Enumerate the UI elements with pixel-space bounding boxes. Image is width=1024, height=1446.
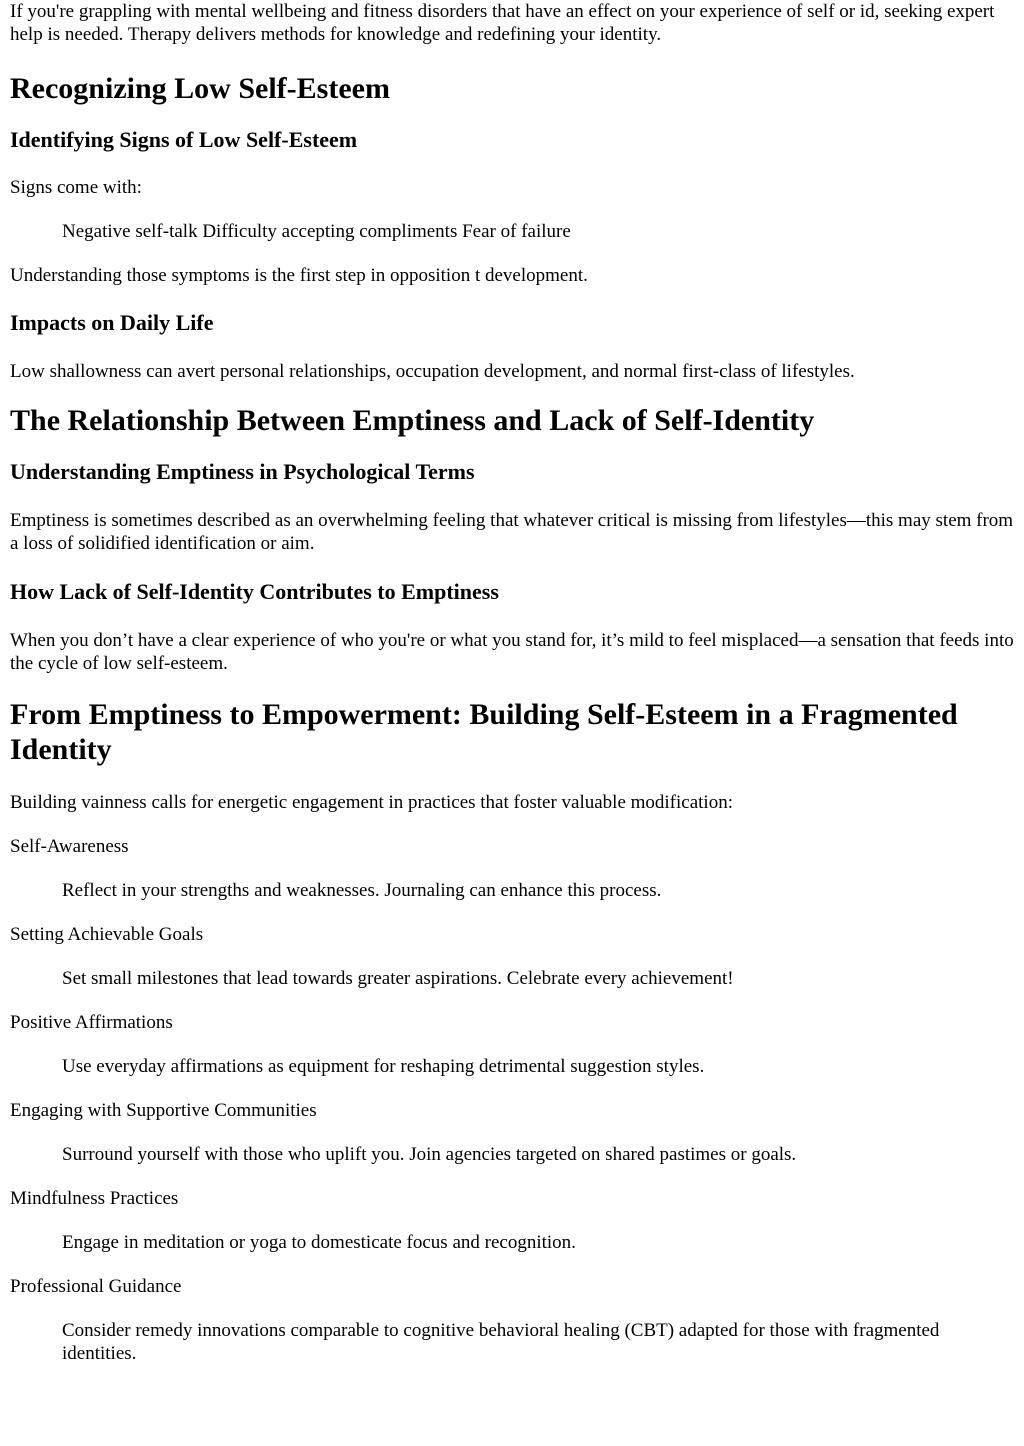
practice-description: Use everyday affirmations as equipment for reshaping detrimental suggestion styles.	[62, 1056, 705, 1077]
lack-identity-paragraph: When you don’t have a clear experience of who you're or what you stand for, it’s mild to feel misplaced—a sensation that feeds into the cycle of low self-esteem.	[10, 630, 1014, 674]
practice-term: Engaging with Supportive Communities	[10, 1100, 317, 1121]
practice-description: Surround yourself with those who uplift you. Join agencies targeted on shared pastimes or goals.	[62, 1144, 797, 1165]
section-heading-emptiness-relationship: The Relationship Between Emptiness and Lack of Self-Identity	[10, 404, 815, 437]
practice-description: Reflect in your strengths and weaknesses. Journaling can enhance this process.	[62, 880, 662, 901]
practice-term: Professional Guidance	[10, 1276, 182, 1297]
section-heading-recognizing-low-self-esteem: Recognizing Low Self-Esteem	[10, 72, 390, 105]
emptiness-paragraph: Emptiness is sometimes described as an overwhelming feeling that whatever critical is missing from lifestyles—this may stem from a loss of solidified identification or aim.	[10, 510, 1014, 554]
practice-description: Engage in meditation or yoga to domesticate focus and recognition.	[62, 1232, 576, 1253]
subheading-identifying-signs: Identifying Signs of Low Self-Esteem	[10, 127, 358, 152]
practice-description: Consider remedy innovations comparable to cognitive behavioral healing (CBT) adapted for those with fragmented identities.	[62, 1320, 940, 1364]
subheading-understanding-emptiness: Understanding Emptiness in Psychological Terms	[10, 459, 475, 484]
signs-list: Negative self-talk Difficulty accepting compliments Fear of failure	[62, 221, 571, 242]
practice-description: Set small milestones that lead towards greater aspirations. Celebrate every achievement!	[62, 968, 734, 989]
impacts-paragraph: Low shallowness can avert personal relationships, occupation development, and normal first-class of lifestyles.	[10, 361, 855, 382]
signs-closing-text: Understanding those symptoms is the first step in opposition t development.	[10, 265, 588, 286]
practices-list	[10, 835, 1014, 1365]
intro-paragraph: If you're grappling with mental wellbeing and fitness disorders that have an effect on your experience of self or id, seeking expert help is needed. Therapy delivers methods for knowledge and redefining your identity.	[10, 1, 995, 45]
subheading-lack-of-identity: How Lack of Self-Identity Contributes to Emptiness	[10, 579, 499, 604]
signs-lead-text: Signs come with:	[10, 177, 142, 198]
practice-term: Setting Achievable Goals	[10, 924, 204, 945]
practice-term: Self-Awareness	[10, 836, 129, 857]
section-heading-emptiness-to-empowerment: From Emptiness to Empowerment: Building Self-Esteem in a Fragmented Identity	[10, 698, 958, 766]
practice-term: Positive Affirmations	[10, 1012, 173, 1033]
empowerment-lead-text: Building vainness calls for energetic engagement in practices that foster valuable modification:	[10, 792, 733, 813]
practice-term: Mindfulness Practices	[10, 1188, 179, 1209]
subheading-impacts-daily-life: Impacts on Daily Life	[10, 310, 214, 335]
